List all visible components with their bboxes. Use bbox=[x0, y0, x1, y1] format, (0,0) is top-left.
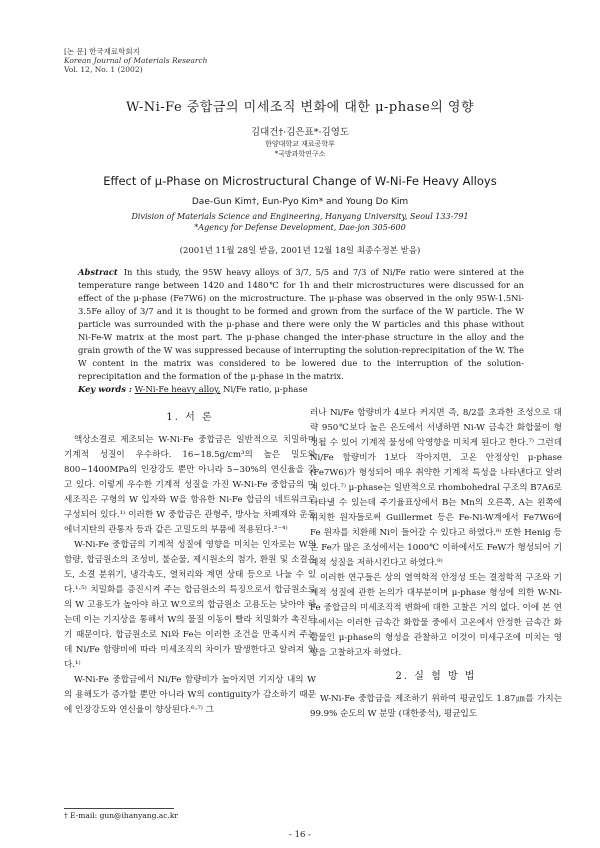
affiliations-korean bbox=[0, 139, 600, 159]
keywords-label: Key words : bbox=[78, 384, 132, 394]
paragraph: 액상소결로 제조되는 W-Ni-Fe 중합금은 일반적으로 치밀하며 기계적 성질이 우수하다. 16~18.5g/cm³의 높은 밀도와 800~1400MPa의 인장강도 뿐만 아니라 5~30%의 연신율을 갖고 있다. 이렇게 우수한 기계적 성질을 가진 W-Ni-Fe 중합금의 미세조직은 구형의 W 입자와 W을 함유한 Ni-Fe 합금의 네트워크로 구성되어 있다.¹⁾ 이러한 W 중합금은 관형주, 방사능 차폐재와 운동 에너지탄의 관통자 등과 같은 고밀도의 부품에 적용된다.²⁻⁴⁾ bbox=[64, 435, 316, 535]
affiliation-en-2: *Agency for Defense Development, Dae-jon 305-600 bbox=[194, 223, 406, 232]
keywords-underlined: W-Ni-Fe heavy alloy, bbox=[134, 384, 221, 394]
keywords-rest: Ni/Fe ratio, μ-phase bbox=[220, 384, 308, 394]
page-number: - 16 - bbox=[289, 830, 311, 840]
affiliations-english bbox=[0, 211, 600, 233]
title-korean: W-Ni-Fe 중합금의 미세조직 변화에 대한 μ-phase의 영향 bbox=[125, 100, 475, 115]
section-heading-introduction: 1. 서 론 bbox=[166, 412, 214, 423]
paragraph: W-Ni-Fe 중합금을 제조하기 위하여 평균입도 1.87㎛를 가지는 99.9% 순도의 W 분말 (대한중석), 평균입도 bbox=[310, 694, 562, 719]
paragraph: W-Ni-Fe 중합금의 기계적 성질에 영향을 미치는 인자로는 W의 함량, 합금원소의 조성비, 불순물, 제시원소의 첨가, 환원 및 소결온도, 소결 분위기, 냉각속도, 열처리와 계면 상태 등으로 나눌 수 있다.¹·⁵⁾ 치밀화를 증진시켜 주는 합금원소의 특징으로서 합금원소로의 W 고용도가 높아야 하고 W으로의 합금원소 고용도는 낮아야 하는데 이는 기지상을 통해서 W의 물질 이동이 빨라 치밀화가 촉진되기 때문이다. 합금원소로 Ni와 Fe는 이러한 조건을 만족시켜 주는데 Ni/Fe 함량비에 따라 미세조직의 차이가 발생한다고 알려져 있다.¹⁾ bbox=[64, 540, 316, 670]
abstract-text: In this study, the 95W heavy alloys of 3/7, 5/5 and 7/3 of Ni/Fe ratio were sintered at the temperature range between 1420 and 1480℃ for 1h and their microstructures were discussed for an effect of the μ-phase (Fe7W6) on the microstructure. The μ-phase was observed in the only 95W-1.5Ni-3.5Fe alloy of 3/7 and it is thought to be formed and grown from the surface of the W particle. The W particle was surrounded with the μ-phase and there were only the W particles and this phase without Ni-Fe-W matrix at the most part. The μ-phase changed the inter-phase structure in the alloy and the grain growth of the W was suppressed because of interrupting the solution-reprecipitation of the W. The W content in the matrix was considered to be lowered due to the interruption of the solution-reprecipitation and the formation of the μ-phase in the matrix. bbox=[78, 267, 524, 381]
paragraph: 러나 Ni/Fe 함량비가 4보다 커지면 즉, 8/2를 초과한 조성으로 대략 950℃보다 높은 온도에서 서냉하면 Ni-W 금속간 화합물이 형성될 수 있어 기계적 물성에 악영향을 미치게 된다고 한다.⁷⁾ 그런데 Ni/Fe 함량비가 1보다 작아지면, 고온 안정상인 μ-phase (Fe7W6)가 형성되어 매우 취약한 기계적 특성을 나타낸다고 알려져 있다.⁷⁾ μ-phase는 일반적으로 rhombohedral 구조의 B7A6로 나타낼 수 있는데 주기율표상에서 B는 Mn의 오른쪽, A는 왼쪽에 위치한 원자들로써 Guillermet 등은 Fe-Ni-W계에서 Fe7W6에 Fe 원자를 치환해 Ni이 들어갈 수 있다고 하였다.⁸⁾ 또한 Henig 등은 Fe가 많은 조성에서는 1000℃ 이하에서도 FeW가 형성되어 기계적 성질을 저하시킨다고 하였다.⁹⁾ bbox=[310, 408, 562, 568]
authors-korean: 김대건†·김은표*·김영도 bbox=[250, 127, 350, 138]
journal-name-en: Korean Journal of Materials Research bbox=[64, 56, 208, 65]
keywords bbox=[78, 384, 524, 394]
affiliation-ko-2: *국방과학연구소 bbox=[274, 150, 326, 158]
journal-name-ko: [논 문] 한국재료학회지 bbox=[64, 47, 140, 56]
abstract-label: Abstract bbox=[78, 267, 118, 277]
abstract bbox=[78, 266, 524, 383]
received-dates: (2001년 11월 28일 받음, 2001년 12월 18일 최종수정본 받음) bbox=[179, 246, 421, 256]
affiliation-ko-1: 한양대학교 재료공학부 bbox=[265, 140, 335, 148]
left-column bbox=[64, 406, 316, 718]
right-column bbox=[310, 406, 562, 722]
paragraph: W-Ni-Fe 중합금에서 Ni/Fe 함량비가 높아지면 기지상 내의 W의 용해도가 증가할 뿐만 아니라 W의 contiguity가 감소하기 때문에 인장강도와 연신율이 향상된다.⁶·⁷⁾ 그 bbox=[64, 675, 316, 715]
section-heading-experimental: 2. 실 험 방 법 bbox=[395, 671, 477, 682]
journal-header bbox=[64, 47, 207, 74]
affiliation-en-1: Division of Materials Science and Engineering, Hanyang University, Seoul 133-791 bbox=[131, 212, 469, 221]
journal-volume: Vol. 12, No. 1 (2002) bbox=[64, 65, 143, 74]
paragraph: 이러한 연구들은 상의 열역학적 안정성 또는 결정학적 구조와 기계적 성질에 관한 논의가 대부분이며 μ-phase 형성에 의한 W-Ni-Fe 중합금의 미세조직적 변화에 대한 고찰은 거의 없다. 이에 본 연구에서는 이러한 금속간 화합물 중에서 고온에서 안정한 금속간 화합물인 μ-phase의 형성을 관찰하고 이것이 미세구조에 미치는 영향을 고찰하고자 하였다. bbox=[310, 573, 562, 658]
authors-english: Dae-Gun Kim†, Eun-Pyo Kim* and Young Do Kim bbox=[191, 197, 409, 207]
footnote-divider bbox=[64, 808, 174, 809]
title-english: Effect of μ-Phase on Microstructural Change of W-Ni-Fe Heavy Alloys bbox=[103, 174, 497, 188]
footnote-email: † E-mail: gun@ihanyang.ac.kr bbox=[64, 811, 178, 820]
